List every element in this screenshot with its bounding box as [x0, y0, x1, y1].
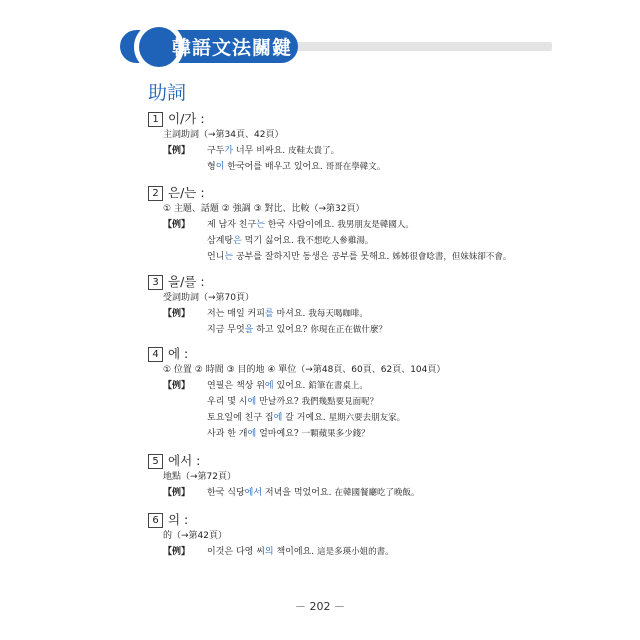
korean-text: 한국 사람이에요.	[264, 220, 335, 230]
highlighted-particle: 를	[264, 309, 274, 319]
korean-text: 언니	[207, 252, 225, 262]
korean-text: 형	[207, 162, 216, 172]
example-label: 【例】	[163, 146, 191, 156]
korean-text: 이것은 다영 씨	[207, 547, 265, 557]
page-title: 韓語文法關鍵	[172, 37, 293, 59]
highlighted-particle: 에	[247, 429, 257, 439]
chinese-translation: 我不想吃人參雞湯。	[296, 236, 374, 246]
highlighted-particle: 의	[264, 547, 274, 557]
particle-entry	[148, 452, 568, 501]
title-bar	[0, 0, 640, 80]
chinese-translation: 我們幾點要見面呢？	[301, 397, 379, 407]
highlighted-particle: 가	[224, 146, 234, 156]
page-number: － 202 －	[295, 600, 345, 613]
example-sentence	[148, 143, 568, 159]
particle-text: 은/는 :	[168, 185, 205, 200]
section-title: 助詞	[148, 82, 187, 104]
particle-entry	[148, 511, 568, 560]
korean-text: 저녁을 먹었어요.	[262, 488, 332, 498]
korean-text: 먹기 싫어요.	[241, 236, 294, 246]
particle-heading	[148, 184, 568, 201]
particle-heading	[148, 110, 568, 127]
korean-text: 우리 몇 시	[207, 397, 248, 407]
chinese-translation: 你現在正在做什麼？	[310, 325, 387, 335]
entry-number-box: 2	[148, 186, 163, 201]
chinese-translation: 一顆蘋果多少錢？	[301, 429, 370, 439]
chinese-translation: 在韓國餐廳吃了晚飯。	[334, 488, 420, 498]
particle-description: 主詞助詞（→第34頁、42頁）	[163, 130, 284, 140]
particle-description: ① 位置 ② 時間 ③ 目的地 ④ 單位（→第48頁、60頁、62頁、104頁）	[163, 365, 446, 375]
korean-text: 토요일에 친구 집	[207, 413, 274, 423]
chinese-translation: 我每天喝咖啡。	[308, 309, 368, 319]
particle-heading	[148, 273, 568, 290]
highlighted-particle: 이	[215, 162, 225, 172]
particle-entry	[148, 273, 568, 338]
example-label: 【例】	[163, 381, 191, 391]
particle-entry	[148, 184, 568, 265]
highlighted-particle: 에	[273, 413, 283, 423]
entry-number-box: 6	[148, 513, 163, 528]
korean-text: 마셔요.	[273, 309, 306, 319]
chinese-translation: 皮鞋太貴了。	[288, 146, 340, 156]
particle-description: 地點（→第72頁）	[163, 472, 236, 482]
example-sentence	[148, 410, 568, 426]
example-label: 【例】	[163, 309, 191, 319]
korean-text: 만날까요?	[256, 397, 299, 407]
highlighted-particle: 는	[256, 220, 265, 230]
korean-text: 연필은 책상 위	[207, 381, 265, 391]
entry-number-box: 4	[148, 347, 163, 362]
particle-text: 의 :	[168, 512, 189, 527]
korean-text: 공부를 잘하지만 동생은 공부를 못해요.	[233, 252, 390, 262]
entry-number-box: 5	[148, 454, 163, 469]
chinese-translation: 我男朋友是韓國人。	[337, 220, 414, 230]
highlighted-particle: 에서	[244, 488, 263, 498]
korean-text: 있어요.	[273, 381, 306, 391]
entry-number-box: 1	[148, 112, 163, 127]
example-sentence	[148, 394, 568, 410]
korean-text: 사과 한 개	[207, 429, 248, 439]
chinese-translation: 哥哥在學韓文。	[325, 162, 386, 172]
highlighted-particle: 은	[233, 236, 242, 246]
korean-text: 한국어를 배우고 있어요.	[224, 162, 323, 172]
highlighted-particle: 에	[247, 397, 257, 407]
particle-heading	[148, 452, 568, 469]
particle-text: 이/가 :	[168, 111, 205, 126]
korean-text: 구두	[207, 146, 225, 156]
korean-text: 너무 비싸요.	[233, 146, 286, 156]
chinese-translation: 這是多瑛小姐的書。	[317, 547, 394, 557]
chinese-translation: 鉛筆在書桌上。	[308, 381, 368, 391]
particle-text: 을/를 :	[168, 274, 205, 289]
highlighted-particle: 에	[264, 381, 274, 391]
example-sentence	[148, 233, 568, 249]
particle-text: 에서 :	[168, 453, 201, 468]
korean-text: 갈 거예요.	[282, 413, 326, 423]
korean-text: 지금 무엇	[207, 325, 245, 335]
particle-heading	[148, 345, 568, 362]
korean-text: 얼마예요?	[256, 429, 299, 439]
chinese-translation: 星期六要去朋友家。	[328, 413, 406, 423]
example-sentence	[148, 306, 568, 322]
particle-description: ① 主題、話題 ② 強調 ③ 對比、比較（→第32頁）	[163, 204, 365, 214]
example-sentence	[148, 249, 568, 265]
highlighted-particle: 는	[224, 252, 234, 262]
korean-text: 삼계탕	[207, 236, 234, 246]
korean-text: 책이에요.	[273, 547, 315, 557]
particle-heading	[148, 511, 568, 528]
chinese-translation: 姊姊很會唸書，但妹妹卻不會。	[392, 252, 512, 262]
example-sentence	[148, 322, 568, 338]
entry-number-box: 3	[148, 275, 163, 290]
particle-entry	[148, 345, 568, 442]
example-sentence	[148, 426, 568, 442]
korean-text: 제 남자 친구	[207, 220, 257, 230]
example-label: 【例】	[163, 547, 191, 557]
example-sentence	[148, 217, 568, 233]
korean-text: 저는 매일 커피	[207, 309, 265, 319]
example-sentence	[148, 378, 568, 394]
korean-text: 하고 있어요?	[253, 325, 308, 335]
example-sentence	[148, 544, 568, 560]
highlighted-particle: 을	[244, 325, 254, 335]
example-sentence	[148, 485, 568, 501]
particle-description: 的（→第42頁）	[163, 531, 227, 541]
example-label: 【例】	[163, 488, 191, 498]
particle-text: 에 :	[168, 346, 189, 361]
particle-description: 受詞助詞（→第70頁）	[163, 293, 254, 303]
example-label: 【例】	[163, 220, 191, 230]
particle-entry	[148, 110, 568, 175]
korean-text: 한국 식당	[207, 488, 245, 498]
example-sentence	[148, 159, 568, 175]
